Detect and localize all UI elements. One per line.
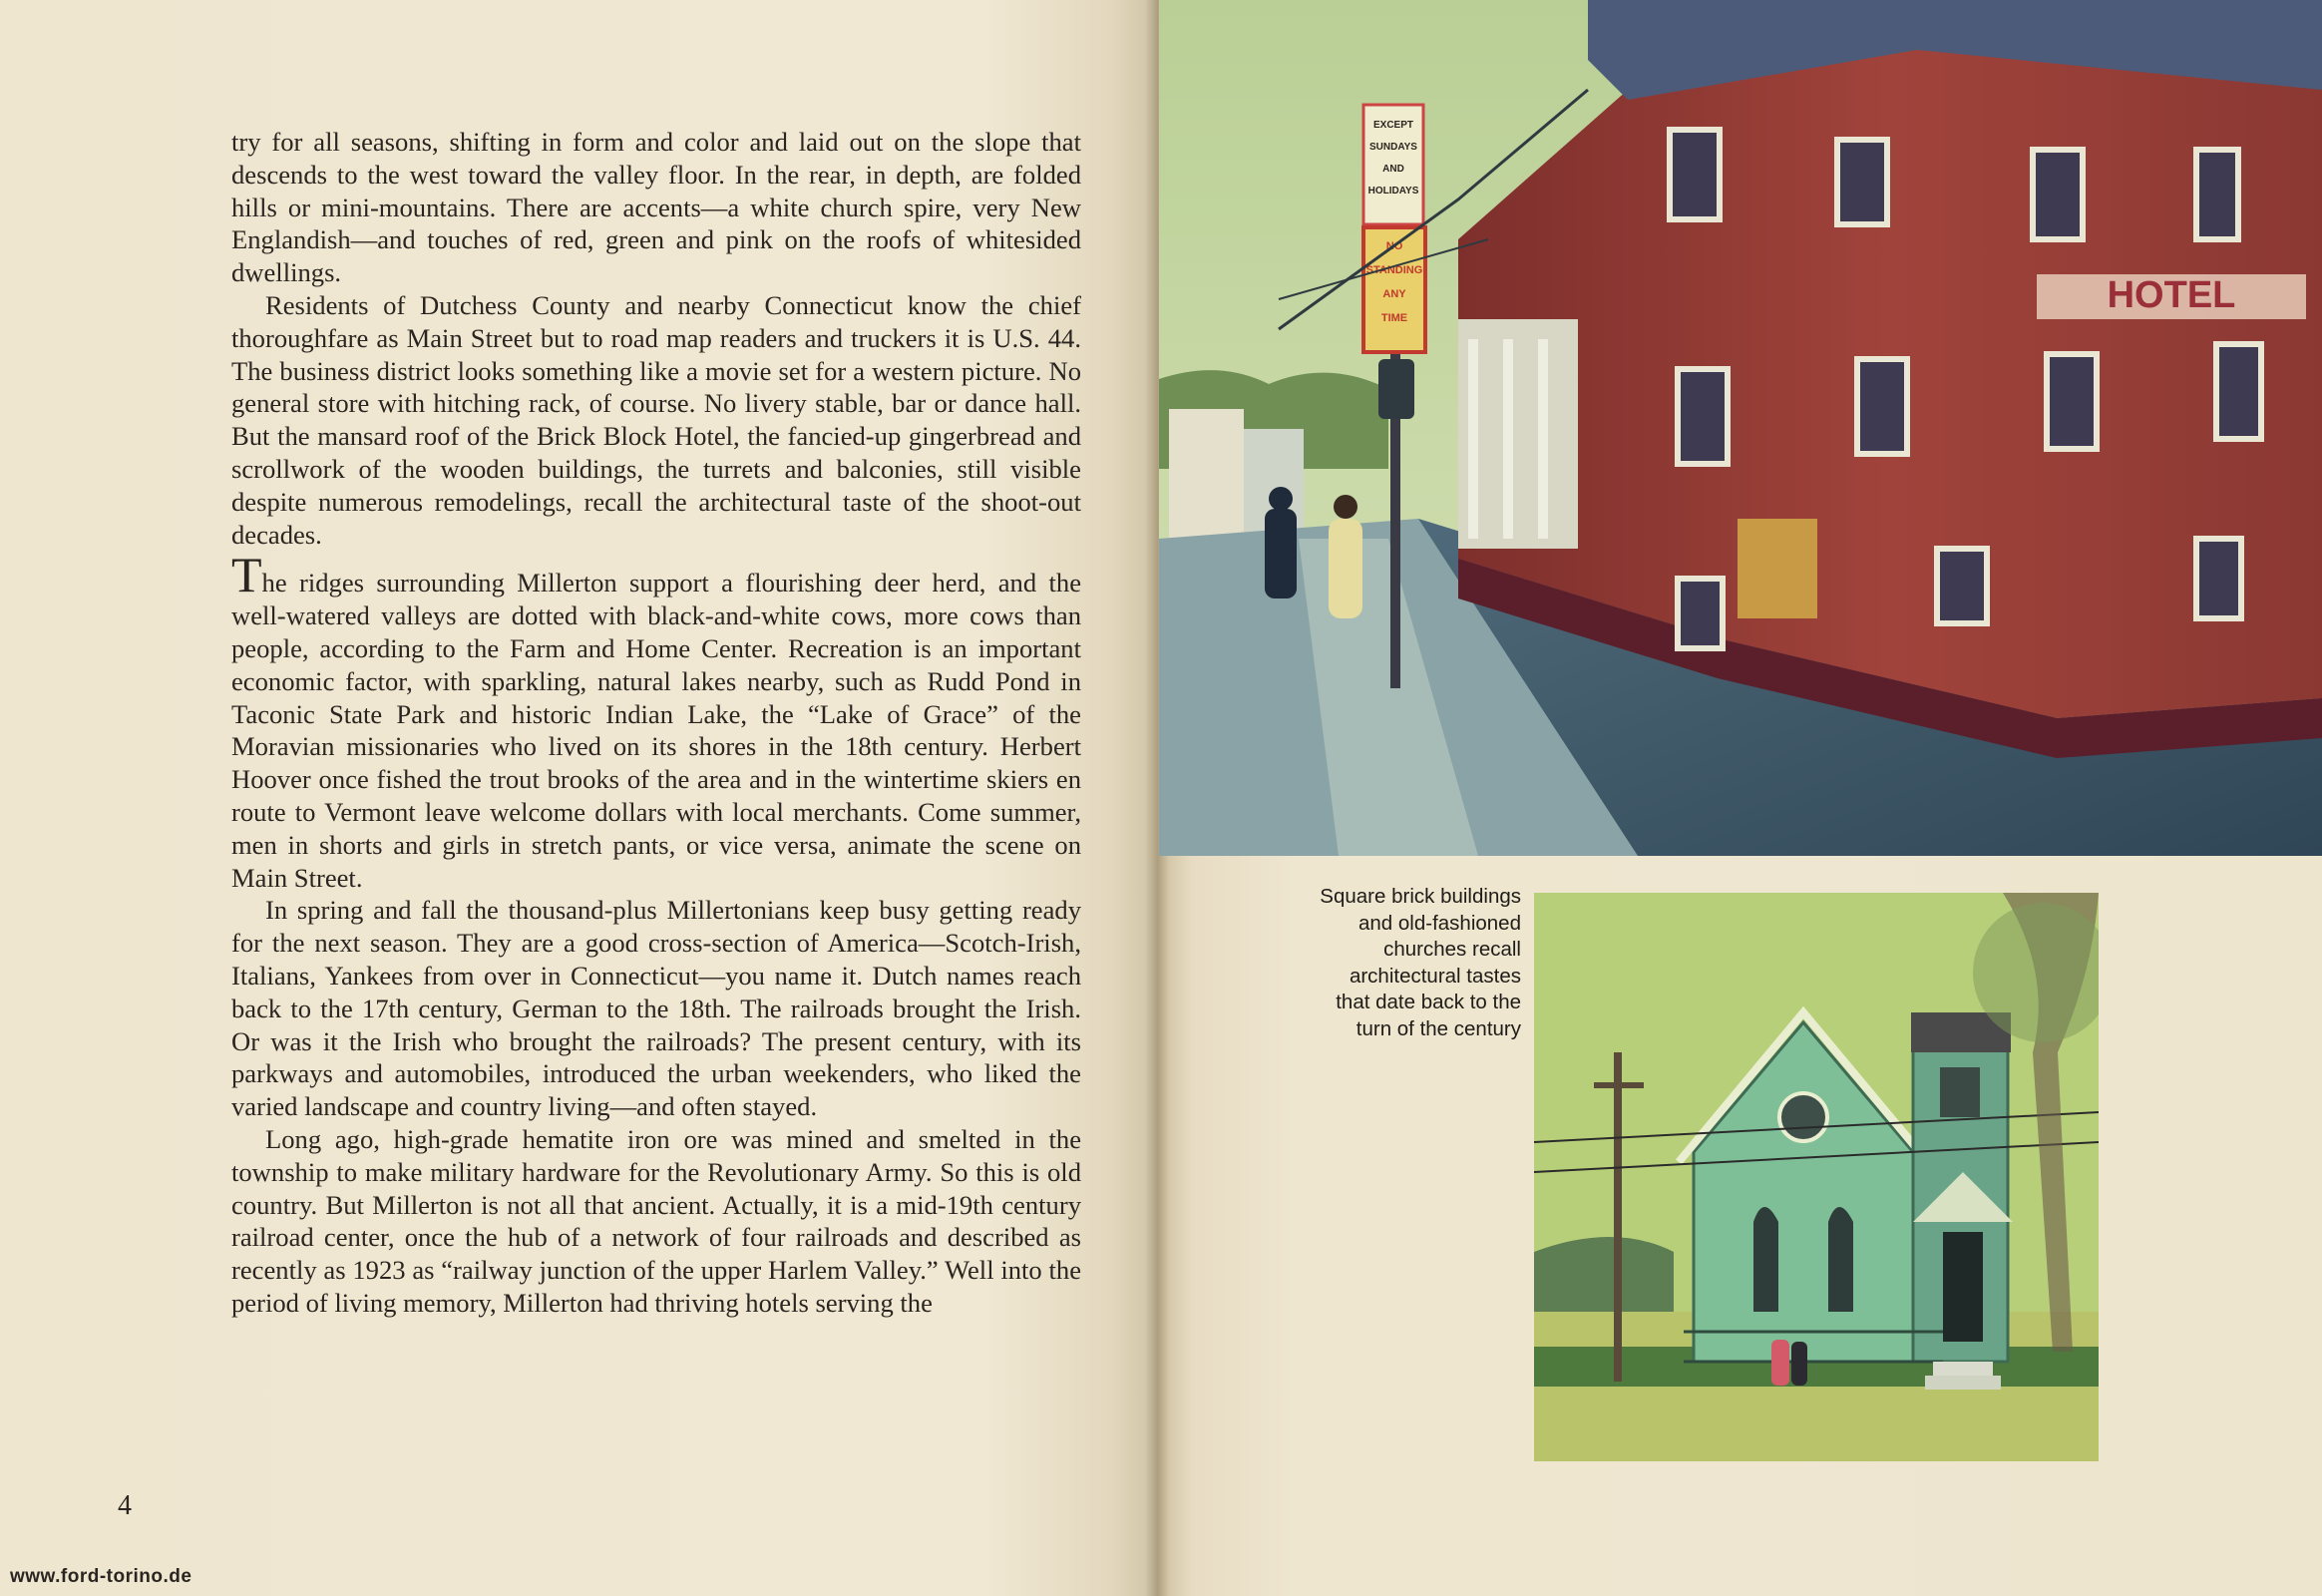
window xyxy=(2196,539,2241,618)
porch-column-3 xyxy=(1538,339,1548,539)
porch-column-2 xyxy=(1503,339,1513,539)
sign-bottom-line-1: NO xyxy=(1385,240,1403,252)
porch-column xyxy=(1468,339,1478,539)
hotel-painting-svg xyxy=(1159,0,2322,856)
caption-line-3: churches recall xyxy=(1383,938,1521,961)
figure-dark xyxy=(1791,1342,1807,1386)
window xyxy=(1857,359,1907,454)
window xyxy=(1670,130,1720,219)
caption-line-1: Square brick buildings xyxy=(1320,885,1521,908)
church-window-2 xyxy=(1828,1207,1853,1312)
sign-bottom-line-4: TIME xyxy=(1380,312,1408,324)
window xyxy=(2216,344,2261,439)
poster xyxy=(1738,519,1817,618)
window xyxy=(1678,579,1723,648)
paragraph-1: try for all seasons, shifting in form and color and laid out on the slope that descends to the west toward the valley floor. In the rear, in depth, are folded hills or mini-mountains. There are accents—a white church spire, very New Englandish—and touches of red, green and pink on the roofs of whitesided dwellings. xyxy=(231,127,1081,288)
paragraph-4: In spring and fall the thousand-plus Millertonians keep busy getting ready for the next season. They are a good cross-section of America—Scotch-Irish, Italians, Yankees from over in Connecticut—you name it. Dutch names reach back to the 17th century, German to the 18th. The railroads brought the Irish. Or was it the Irish who brought the railroads? The present century, with its parkways and automobiles, introduced the urban weekenders, who liked the varied landscape and country living—and often stayed. xyxy=(231,895,1081,1122)
church-painting-svg xyxy=(1534,893,2099,1461)
church-door xyxy=(1943,1232,1983,1342)
pole-crossbar xyxy=(1594,1082,1644,1088)
article-body xyxy=(231,126,1081,1320)
window xyxy=(1678,369,1728,464)
image-caption xyxy=(1237,884,1521,1042)
paragraph-5: Long ago, high-grade hematite iron ore was mined and smelted in the township to make military hardware for the Revolutionary Army. So this is old country. But Millerton is not all that ancient. Actually, it is a mid-19th century railroad center, once the hub of a network of four railroads and described as recently as 1923 as “railway junction of the upper Harlem Valley.” Well into the period of living memory, Millerton had thriving hotels serving the xyxy=(231,1123,1081,1318)
caption-line-6: turn of the century xyxy=(1355,1016,1521,1040)
hotel-sign: HOTEL xyxy=(2107,274,2236,316)
paragraph-3-text: he ridges surrounding Millerton support a flourishing deer herd, and the well-watered valleys are dotted with black-and-white cows, more cows than people, according to the Farm and Home Center. Recreation is an important economic factor, with sparkling, natural lakes nearby, such as Rudd Pond in Taconic State Park and historic Indian Lake, the “Lake of Grace” of the Moravian missionaries who lived on its shores in the 18th century. Herbert Hoover once fished the trout brooks of the area and in the wintertime skiers en route to Vermont leave welcome dollars with local merchants. Come summer, men in shorts and girls in stretch pants, or vice versa, animate the scene on Main Street. xyxy=(231,568,1081,893)
utility-pole xyxy=(1614,1052,1622,1382)
figure-pink xyxy=(1771,1340,1789,1386)
sign-bottom-line-2: STANDING xyxy=(1365,264,1423,276)
window xyxy=(2196,150,2238,239)
pedestrian-dark xyxy=(1265,509,1297,598)
window xyxy=(1937,549,1987,623)
drop-cap: T xyxy=(231,547,262,603)
page-number: 4 xyxy=(118,1490,132,1521)
sign-top-line-2: SUNDAYS xyxy=(1369,142,1417,153)
pedestrian-dark-head xyxy=(1269,487,1293,511)
steps xyxy=(1933,1362,1993,1376)
pedestrian-light xyxy=(1329,519,1362,618)
church-window xyxy=(1753,1207,1778,1312)
church-painting xyxy=(1534,893,2099,1461)
caption-line-4: architectural tastes xyxy=(1349,964,1521,988)
paragraph-3 xyxy=(231,547,1081,894)
traffic-light xyxy=(1378,359,1414,419)
sign-top-line-3: AND xyxy=(1382,164,1404,175)
rose-window xyxy=(1779,1093,1827,1141)
caption-line-2: and old-fashioned xyxy=(1358,911,1521,935)
window xyxy=(1837,140,1887,224)
pedestrian-light-head xyxy=(1334,495,1357,519)
window xyxy=(2047,354,2097,449)
distant-building xyxy=(1169,409,1244,539)
sign-top-line-1: EXCEPT xyxy=(1372,120,1414,131)
sign-bottom-line-3: ANY xyxy=(1382,288,1406,300)
hotel-street-painting xyxy=(1159,0,2322,856)
steps-2 xyxy=(1925,1376,2001,1390)
caption-line-5: that date back to the xyxy=(1336,991,1521,1013)
watermark: www.ford-torino.de xyxy=(10,1566,193,1587)
window xyxy=(2033,150,2083,239)
sign-top-line-4: HOLIDAYS xyxy=(1367,186,1419,197)
paragraph-2: Residents of Dutchess County and nearby Connecticut know the chief thoroughfare as Main Street but to road map readers and truckers it is U.S. 44. The business district looks something like a movie set for a western picture. No general store with hitching rack, of course. No livery stable, bar or dance hall. But the mansard roof of the Brick Block Hotel, the fancied-up gingerbread and scrollwork of the wooden buildings, the turrets and balconies, still visible despite numerous remodelings, recall the architectural taste of the shoot-out decades. xyxy=(231,289,1081,550)
tower-window xyxy=(1940,1067,1980,1117)
